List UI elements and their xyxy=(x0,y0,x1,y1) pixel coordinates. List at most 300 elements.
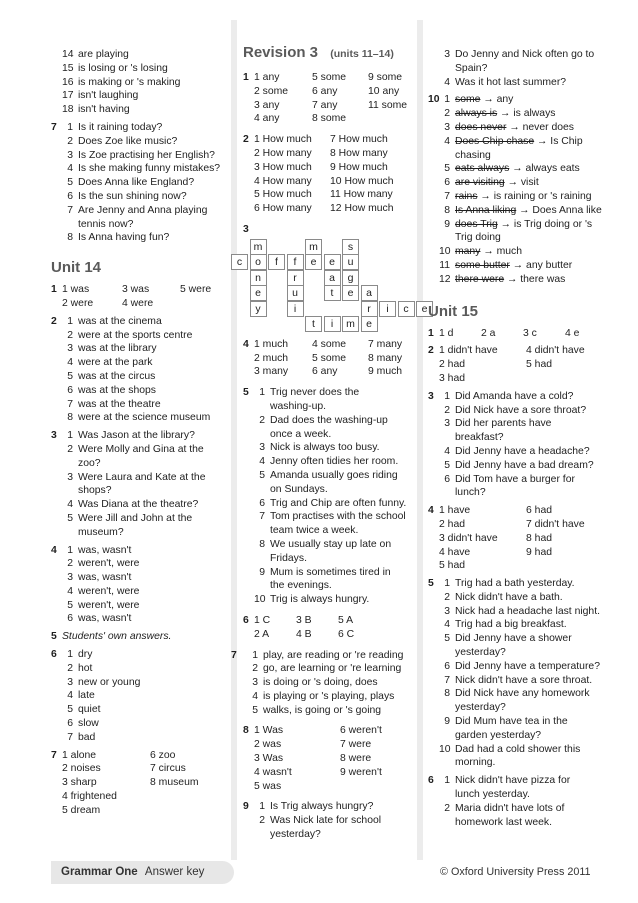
answer: 5 dream xyxy=(62,804,101,816)
revision3-exercise-3 xyxy=(243,223,429,237)
item-number: 4 xyxy=(67,690,73,702)
list-item xyxy=(243,414,429,428)
list-item xyxy=(243,483,429,497)
exercise-label xyxy=(51,512,62,526)
exercise-label xyxy=(51,149,62,163)
item-number: 2 xyxy=(67,329,73,341)
list-item xyxy=(51,443,231,457)
revision3-subtitle: (units 11–14) xyxy=(330,48,394,60)
exercise-label xyxy=(51,342,62,356)
answer-text: on Sundays. xyxy=(270,483,328,495)
exercise-label: 6 xyxy=(51,649,57,661)
list-item xyxy=(428,802,608,816)
correction-text xyxy=(455,135,608,149)
exercise-label: 4 xyxy=(51,544,57,556)
item-number: 1 xyxy=(67,430,73,442)
exercise-label xyxy=(243,483,254,497)
item-number: 10 xyxy=(439,246,451,258)
answer-text: Were Jill and John at the xyxy=(78,512,193,524)
exercise-label xyxy=(428,121,439,135)
answer: 3 many xyxy=(254,366,289,378)
answer-text: Mum is sometimes tired in xyxy=(270,566,391,578)
item-number: 10 xyxy=(254,594,266,606)
exercise-label xyxy=(428,358,439,372)
answer-row xyxy=(243,175,429,189)
item-number: 4 xyxy=(67,499,73,511)
exercise-label xyxy=(51,557,62,571)
list-item xyxy=(51,89,231,103)
correction-item xyxy=(428,245,608,259)
answer: 10 any xyxy=(368,85,400,97)
list-item xyxy=(51,676,231,690)
list-item xyxy=(51,662,231,676)
corrected-word: → visit xyxy=(507,177,539,189)
struck-word: Does Chip chase xyxy=(455,135,535,147)
answer: 4 any xyxy=(254,113,280,125)
exercise-label xyxy=(428,788,439,802)
answer-text: is losing or 's losing xyxy=(78,62,168,74)
correction-text xyxy=(455,273,608,287)
item-number: 4 xyxy=(67,163,73,175)
exercise-label xyxy=(51,443,62,457)
item-number: 3 xyxy=(444,418,450,430)
item-number: 14 xyxy=(62,49,74,60)
item-number: 1 xyxy=(259,387,265,399)
exercise-label xyxy=(51,384,62,398)
exercise-label: 2 xyxy=(243,134,249,146)
exercise-label xyxy=(428,176,439,190)
footer-tab xyxy=(51,861,234,884)
answer-text: once a week. xyxy=(270,428,332,440)
list-item xyxy=(51,731,231,745)
answer-text: is doing or 's doing, does xyxy=(263,677,378,689)
answer-row xyxy=(243,738,429,752)
list-item xyxy=(51,526,231,540)
exercise-label xyxy=(51,585,62,599)
item-number: 8 xyxy=(444,204,450,216)
exercise-label xyxy=(428,632,439,646)
exercise-label xyxy=(243,352,254,366)
exercise-label xyxy=(51,471,62,485)
item-number: 1 xyxy=(67,544,73,556)
exercise-label xyxy=(243,400,254,414)
answer-text: morning. xyxy=(455,757,496,769)
struck-word: there were xyxy=(455,273,505,285)
revision3-exercise-9 xyxy=(243,800,429,841)
answer: 5 some xyxy=(312,352,347,364)
crossword-cell: a xyxy=(361,285,378,301)
answer xyxy=(526,559,606,573)
list-item xyxy=(428,788,608,802)
exercise-label: 7 xyxy=(51,121,57,133)
exercise-label: 1 xyxy=(51,284,57,296)
answer-row xyxy=(428,372,608,386)
answer: 5 had xyxy=(526,359,553,371)
crossword-cell: c xyxy=(398,301,415,317)
item-number: 4 xyxy=(259,456,265,468)
crossword-cell: t xyxy=(305,316,322,332)
item-number: 6 xyxy=(67,384,73,396)
answer-text: are playing xyxy=(78,49,129,60)
answer-row xyxy=(243,352,429,366)
answer: 5 some xyxy=(312,72,347,83)
exercise-label: 6 xyxy=(428,775,434,787)
exercise-label xyxy=(428,816,439,830)
list-item xyxy=(51,571,231,585)
corrected-word: → never does xyxy=(509,121,575,133)
answer xyxy=(368,112,428,126)
exercise-label: 2 xyxy=(51,315,57,327)
answer: 8 How many xyxy=(330,147,388,159)
item-number: 7 xyxy=(67,204,73,216)
answer-row xyxy=(428,559,608,573)
answer-text: isn't having xyxy=(78,104,130,116)
item-number xyxy=(62,457,73,471)
list-item xyxy=(428,674,608,688)
list-item xyxy=(428,618,608,632)
answer-text: Amanda usually goes riding xyxy=(270,469,398,481)
exercise-label xyxy=(428,802,439,816)
answer-row xyxy=(243,188,429,202)
exercise-label: 7 xyxy=(231,649,237,661)
list-item xyxy=(51,356,231,370)
unit15-exercise-4 xyxy=(428,504,608,573)
list-item xyxy=(243,538,429,552)
answer: 1 much xyxy=(254,338,289,350)
item-number: 5 xyxy=(67,177,73,189)
corrected-word: → any butter xyxy=(512,259,573,271)
exercise-label xyxy=(51,76,62,90)
exercise-label xyxy=(243,365,254,379)
item-number xyxy=(439,62,450,76)
item-number: 10 xyxy=(439,743,451,755)
list-item xyxy=(231,662,429,676)
list-item xyxy=(51,398,231,412)
exercise-label xyxy=(243,414,254,428)
exercise-label: 7 xyxy=(51,749,57,761)
exercise-label: 5 xyxy=(243,387,249,399)
item-number: 8 xyxy=(259,538,265,550)
list-item xyxy=(428,701,608,715)
list-item xyxy=(243,828,429,842)
item-number: 6 xyxy=(444,473,450,485)
list-item xyxy=(231,704,429,718)
list-item xyxy=(51,648,231,662)
item-number xyxy=(439,701,450,715)
crossword-cell: u xyxy=(342,254,359,270)
item-number: 6 xyxy=(67,718,73,730)
unit14-exercise-4 xyxy=(51,544,231,627)
crossword-cell: e xyxy=(342,285,359,301)
answer: 1 Was xyxy=(254,725,284,737)
item-number: 2 xyxy=(259,414,265,426)
item-number xyxy=(254,579,265,593)
answer-row xyxy=(243,147,429,161)
unit14-heading: Unit 14 xyxy=(51,259,102,277)
item-number xyxy=(439,486,450,500)
exercise-label xyxy=(428,459,439,473)
item-number xyxy=(62,218,73,232)
answer-text: quiet xyxy=(78,704,101,716)
item-number xyxy=(439,431,450,445)
exercise-label xyxy=(51,662,62,676)
answer-text: was at the library xyxy=(78,343,157,355)
item-number: 7 xyxy=(67,731,73,743)
crossword-cell: e xyxy=(324,254,341,270)
answer: 6 C xyxy=(338,628,355,640)
answer: 9 much xyxy=(368,366,403,378)
list-item xyxy=(231,690,429,704)
exercise-label xyxy=(243,828,254,842)
list-item xyxy=(243,497,429,511)
item-number: 17 xyxy=(62,90,74,102)
item-number: 1 xyxy=(444,390,450,402)
item-number: 2 xyxy=(259,815,265,827)
list-item xyxy=(428,591,608,605)
exercise-label xyxy=(428,646,439,660)
answer: 1 d xyxy=(439,327,454,339)
answer: 11 some xyxy=(368,99,408,111)
revision3-exercise-1 xyxy=(243,71,429,126)
answer: 3 Was xyxy=(254,753,284,765)
answer-text: Is it raining today? xyxy=(78,121,163,133)
exercise-label xyxy=(428,743,439,757)
answer-text: Does Zoe like music? xyxy=(78,135,178,147)
answer-text: Did Tom have a burger for xyxy=(455,473,575,485)
correction-item xyxy=(428,107,608,121)
list-item xyxy=(428,445,608,459)
item-number xyxy=(254,828,265,842)
answer: 10 How much xyxy=(330,175,394,187)
answer: 7 any xyxy=(312,99,338,111)
answer: 3 c xyxy=(523,327,537,339)
answer-text: yesterday? xyxy=(455,647,506,659)
answer: 2 were xyxy=(62,297,94,309)
item-number: 2 xyxy=(444,404,450,416)
answer-text: were at the park xyxy=(78,357,153,369)
exercise-label xyxy=(428,107,439,121)
answer-row xyxy=(428,518,608,532)
answer-text: hot xyxy=(78,662,93,674)
revision3-exercise-4 xyxy=(243,338,429,379)
answer-text: bad xyxy=(78,731,96,743)
item-number xyxy=(254,428,265,442)
answer: 8 museum xyxy=(150,777,199,789)
corrected-word: → much xyxy=(483,246,522,258)
answer: 5 was xyxy=(254,780,282,792)
list-item xyxy=(243,593,429,607)
item-number: 4 xyxy=(444,619,450,631)
exercise-label xyxy=(51,571,62,585)
item-number: 2 xyxy=(67,135,73,147)
item-number: 12 xyxy=(439,273,451,285)
correction-item xyxy=(428,218,608,232)
unit15-heading: Unit 15 xyxy=(428,302,479,320)
crossword-cell: m xyxy=(342,316,359,332)
exercise-label xyxy=(243,738,254,752)
answer: 1 C xyxy=(254,614,271,626)
crossword-cell: e xyxy=(361,316,378,332)
answer-text: Does Anna like England? xyxy=(78,177,195,189)
exercise-label xyxy=(243,538,254,552)
exercise-label xyxy=(428,445,439,459)
answer: 8 some xyxy=(312,113,347,125)
exercise-label xyxy=(428,245,439,259)
answer: 4 How many xyxy=(254,175,312,187)
crossword-grid xyxy=(231,239,428,334)
exercise-label xyxy=(231,662,247,676)
revision3-title: Revision 3 xyxy=(243,44,319,61)
answer-row xyxy=(243,724,429,738)
revision3-exercise-5 xyxy=(243,386,429,607)
list-item xyxy=(428,473,608,487)
list-item xyxy=(428,459,608,473)
exercise-label xyxy=(243,147,254,161)
answer-text: was at the shops xyxy=(78,384,156,396)
exercise-label: 10 xyxy=(428,94,440,106)
answer-text: Did Jenny have a temperature? xyxy=(455,660,600,672)
answer-text: Are Jenny and Anna playing xyxy=(78,204,208,216)
exercise-label xyxy=(51,62,62,76)
exercise-label xyxy=(428,687,439,701)
list-item xyxy=(243,441,429,455)
list-item xyxy=(243,566,429,580)
answer-text: Did her parents have xyxy=(455,418,552,430)
exercise-label xyxy=(243,814,254,828)
corrected-word: → is Trig doing or 's xyxy=(500,218,593,230)
struck-word: does Trig xyxy=(455,218,498,230)
exercise-label xyxy=(51,804,62,818)
exercise-label xyxy=(428,404,439,418)
answer: 1 have xyxy=(439,505,471,517)
item-number: 6 xyxy=(67,613,73,625)
item-number: 7 xyxy=(67,398,73,410)
item-number xyxy=(439,788,450,802)
exercise-label xyxy=(51,776,62,790)
correction-text xyxy=(455,149,608,163)
item-number: 2 xyxy=(67,662,73,674)
answer-text: was at the theatre xyxy=(78,398,161,410)
exercise-label xyxy=(428,559,439,573)
answer: 7 were xyxy=(340,739,372,751)
exercise-label xyxy=(428,591,439,605)
item-number: 7 xyxy=(259,511,265,523)
item-number: 5 xyxy=(67,704,73,716)
list-item xyxy=(428,404,608,418)
answer-row xyxy=(428,546,608,560)
column-divider xyxy=(231,20,237,860)
answer-text: Spain? xyxy=(455,62,488,74)
item-number: 2 xyxy=(252,663,258,675)
list-item xyxy=(51,342,231,356)
exercise-label xyxy=(428,259,439,273)
corrected-word: → any xyxy=(483,94,514,106)
answer-row xyxy=(243,766,429,780)
item-number: 3 xyxy=(444,605,450,617)
answer: 6 any xyxy=(312,85,338,97)
answer-row xyxy=(243,365,429,379)
correction-text xyxy=(455,190,608,204)
list-item xyxy=(428,774,608,788)
item-number xyxy=(439,231,450,245)
correction-item xyxy=(428,273,608,287)
list-item xyxy=(51,162,231,176)
answer-text: Trig never does the xyxy=(270,387,360,399)
list-item xyxy=(243,552,429,566)
answer-text: Is she making funny mistakes? xyxy=(78,163,221,175)
list-item xyxy=(51,135,231,149)
struck-word: some xyxy=(455,94,481,106)
answer: 2 noises xyxy=(62,763,101,775)
answer: 2 How many xyxy=(254,147,312,159)
corrected-word: → is raining or 's raining xyxy=(480,190,592,202)
answer-text: Did Nick have any homework xyxy=(455,688,590,700)
answer: 4 e xyxy=(565,327,580,339)
exercise-label xyxy=(428,135,439,149)
answer-text: slow xyxy=(78,718,99,730)
answer-row xyxy=(243,161,429,175)
answer-text: lunch yesterday. xyxy=(455,789,530,801)
answer-row xyxy=(428,532,608,546)
correction-item xyxy=(428,176,608,190)
item-number xyxy=(254,552,265,566)
corrected-word: → always eats xyxy=(512,163,580,175)
revision3-heading xyxy=(243,44,429,63)
correction-item xyxy=(428,149,608,163)
item-number: 1 xyxy=(67,315,73,327)
exercise-label xyxy=(428,674,439,688)
exercise-label xyxy=(428,162,439,176)
answer: 6 had xyxy=(526,505,553,517)
crossword-cell: r xyxy=(287,270,304,286)
item-number: 15 xyxy=(62,62,74,74)
answer-text: Is Zoe practising her English? xyxy=(78,149,215,161)
answer-text: homework last week. xyxy=(455,816,553,828)
list-item xyxy=(51,218,231,232)
list-item xyxy=(243,510,429,524)
crossword-cell: n xyxy=(250,270,267,286)
corrected-word: Trig doing xyxy=(455,232,501,244)
exercise-label xyxy=(428,417,439,431)
unit14-exercise-2 xyxy=(51,315,231,425)
exercise-label xyxy=(51,762,62,776)
exercise-label xyxy=(243,497,254,511)
answer-row xyxy=(428,504,608,518)
item-number xyxy=(62,484,73,498)
list-item xyxy=(51,121,231,135)
exercise-label xyxy=(243,510,254,524)
exercise-label xyxy=(243,99,254,113)
unit15-exercise-2 xyxy=(428,344,608,385)
answer: Students' own answers. xyxy=(62,631,172,643)
answer: 1 didn't have xyxy=(439,345,498,357)
list-item xyxy=(51,76,231,90)
answer-text: were at the sports centre xyxy=(78,329,193,341)
item-number: 8 xyxy=(67,412,73,424)
exercise-label xyxy=(243,566,254,580)
answer-text: Was Nick late for school xyxy=(270,815,382,827)
answer-text: Trig had a big breakfast. xyxy=(455,619,567,631)
answer-text: Trig is always hungry. xyxy=(270,594,370,606)
exercise-label xyxy=(51,790,62,804)
list-item xyxy=(428,756,608,770)
item-number: 6 xyxy=(67,190,73,202)
crossword-cell: r xyxy=(361,301,378,317)
answer: 1 any xyxy=(254,72,280,83)
item-number: 3 xyxy=(67,343,73,355)
corrected-word: → is always xyxy=(500,108,556,120)
exercise-label xyxy=(428,149,439,163)
